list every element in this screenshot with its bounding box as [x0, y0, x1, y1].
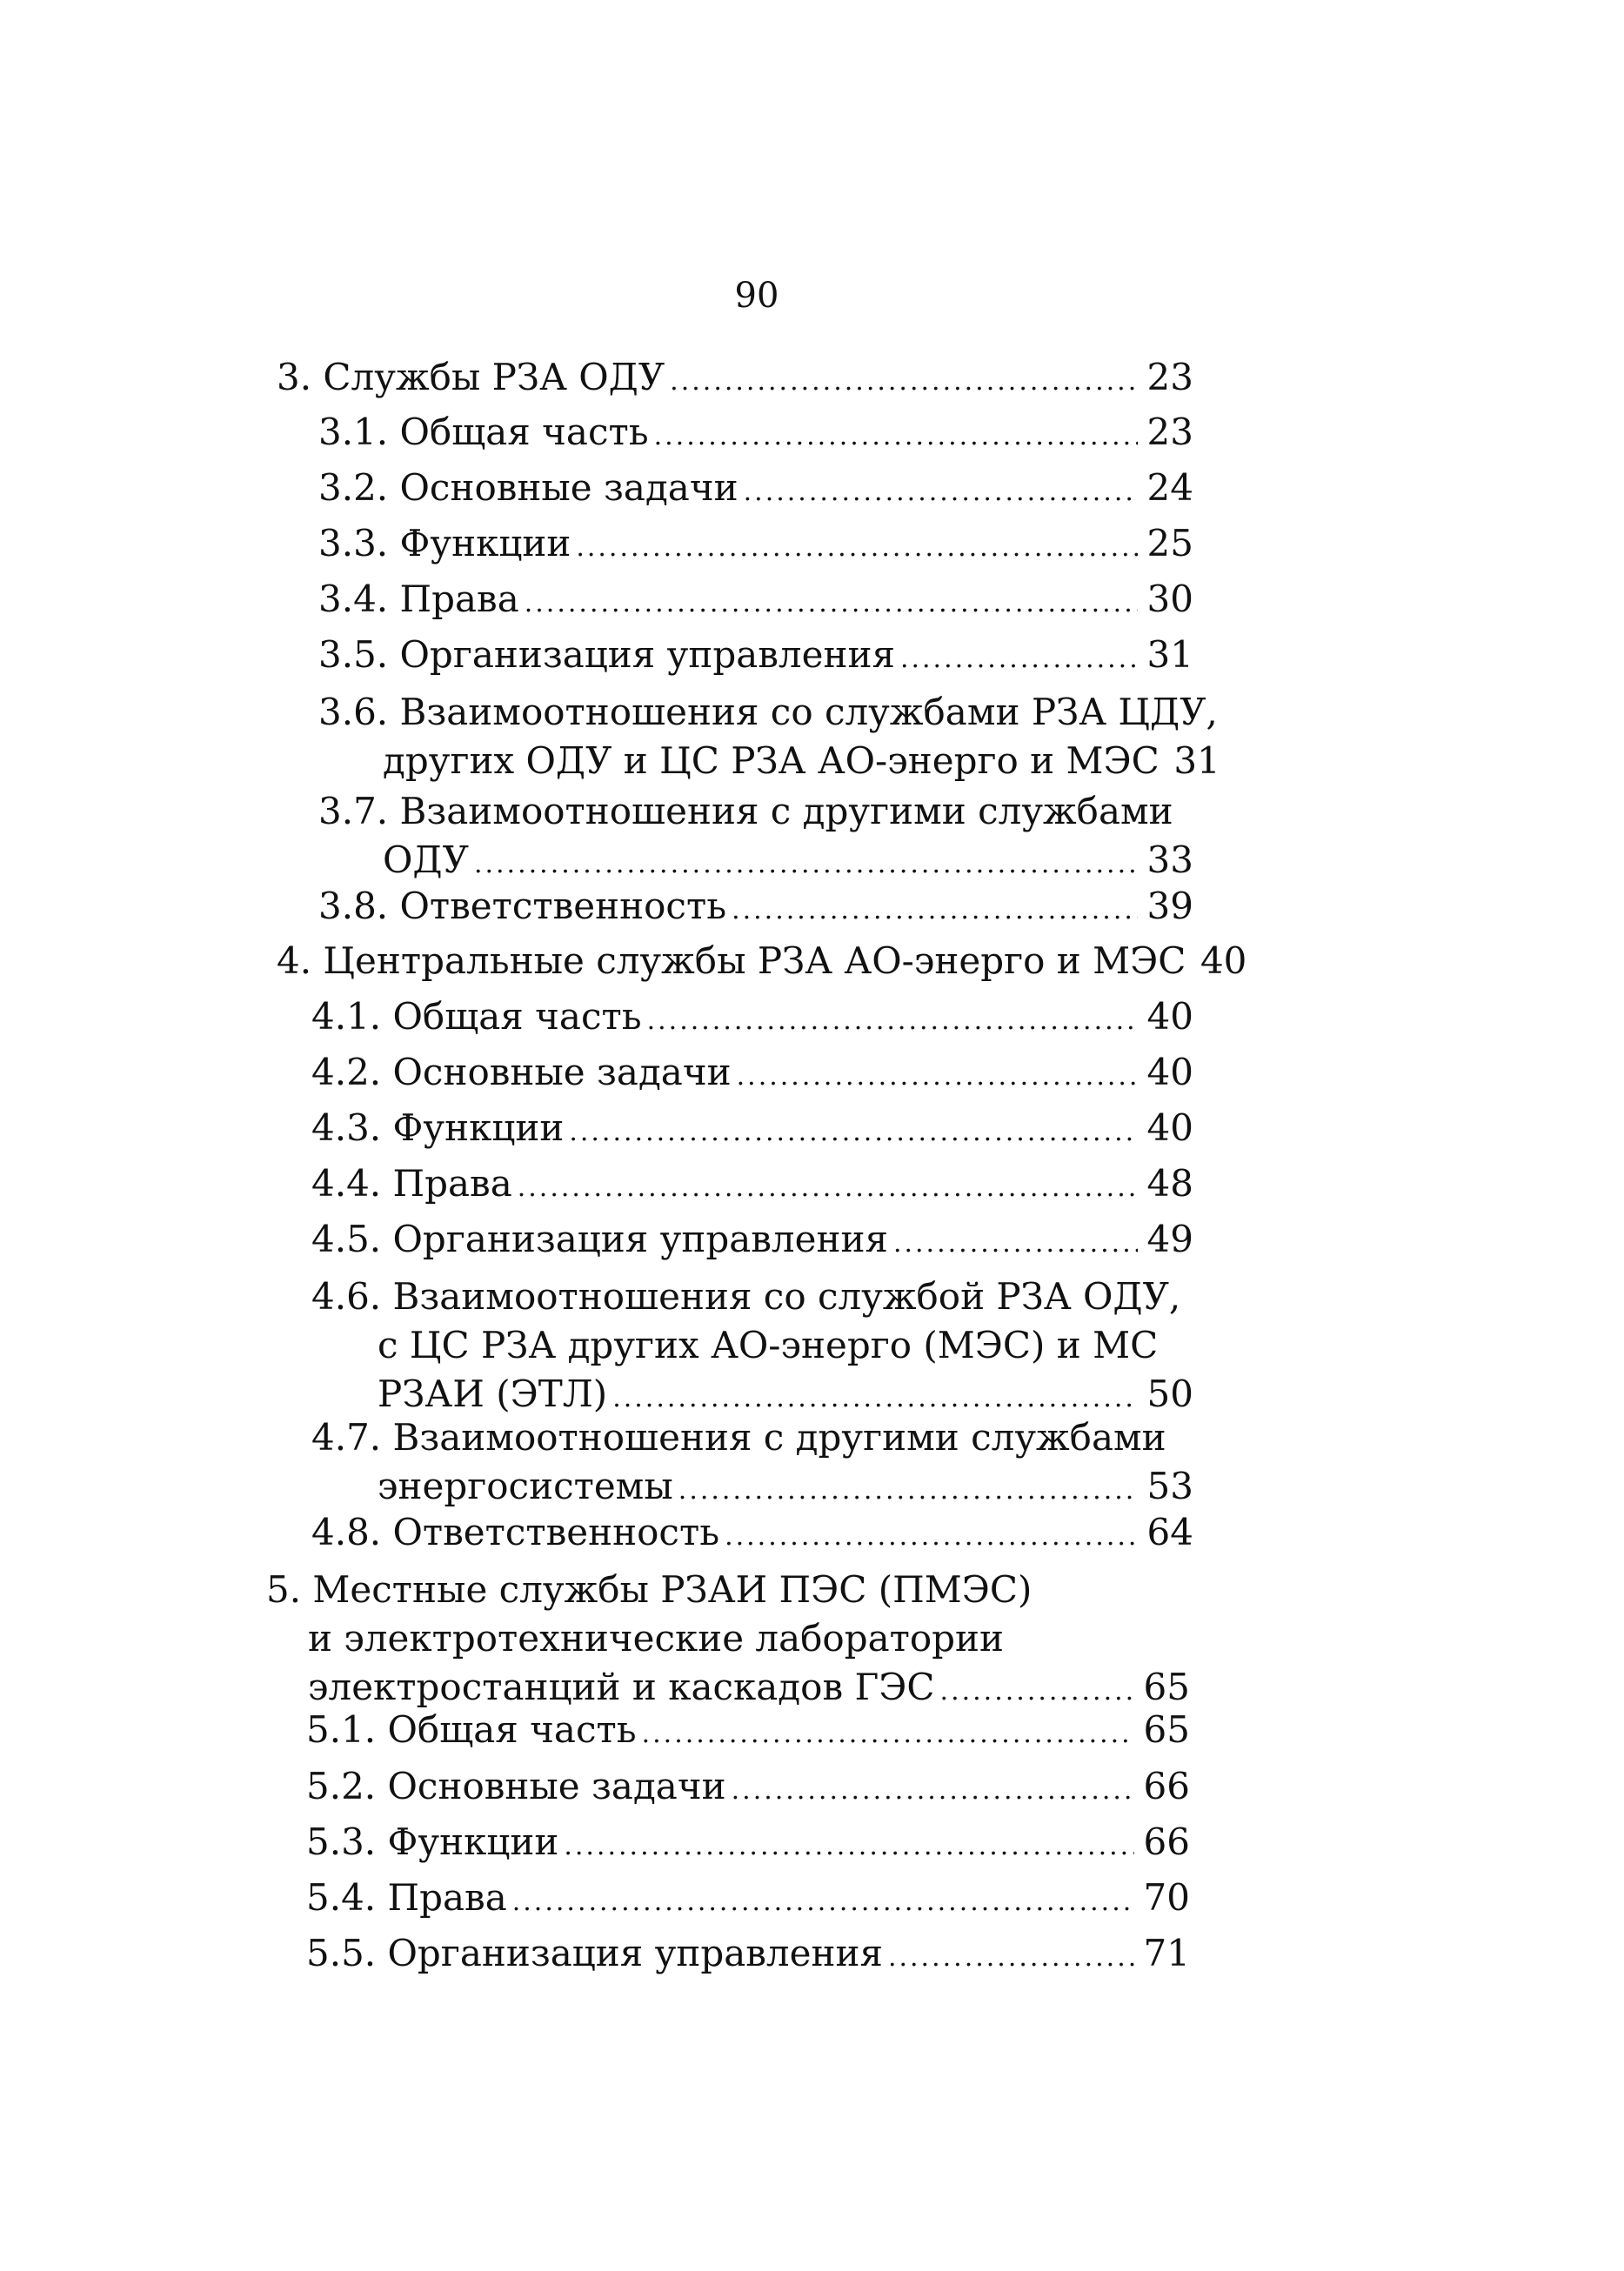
- toc-entry-title-line: 3.7. Взаимоотношения с другими службами: [318, 790, 1173, 832]
- dot-leader: [647, 997, 1138, 1045]
- toc-entry[interactable]: [306, 1706, 1190, 1754]
- toc-page-number: 40: [1146, 1106, 1193, 1149]
- toc-entry-title-line: 4.3. Функции: [311, 1106, 565, 1149]
- toc-entry-title-line: 3.4. Права: [318, 578, 519, 620]
- dot-leader: [525, 579, 1138, 628]
- toc-entry[interactable]: [306, 1929, 1190, 1978]
- toc-page-number: 65: [1143, 1666, 1190, 1708]
- dot-leader: [737, 1052, 1138, 1101]
- toc-entry[interactable]: [318, 464, 1193, 512]
- toc-entry[interactable]: [318, 575, 1193, 624]
- toc-entry[interactable]: [306, 1874, 1190, 1922]
- toc-entry[interactable]: [318, 631, 1193, 679]
- toc-entry-title-line: 3.5. Организация управления: [318, 633, 895, 676]
- toc-page-number: 65: [1143, 1708, 1190, 1751]
- toc-entry-title-line: с ЦС РЗА других АО-энерго (МЭС) и МС: [378, 1324, 1159, 1366]
- toc-entry-title-line: 4.5. Организация управления: [311, 1218, 888, 1260]
- toc-entry[interactable]: [306, 1762, 1190, 1811]
- toc-page-number: 71: [1143, 1932, 1190, 1974]
- dot-leader: [569, 1108, 1138, 1157]
- toc-page-number: 40: [1146, 1051, 1193, 1093]
- toc-entry[interactable]: [306, 1818, 1190, 1867]
- toc-entry-title-line: 3.2. Основные задачи: [318, 466, 738, 509]
- toc-page-number: 24: [1146, 466, 1193, 509]
- toc-entry-title-line: 4.1. Общая часть: [311, 995, 642, 1038]
- toc-entry-title-line: 5. Местные службы РЗАИ ПЭС (ПМЭС): [266, 1568, 1033, 1611]
- toc-entry[interactable]: [311, 992, 1193, 1041]
- toc-entry-title-line: энергосистемы: [378, 1465, 673, 1507]
- toc-entry-title-line: 4.8. Ответственность: [311, 1511, 720, 1553]
- dot-leader: [512, 1878, 1134, 1927]
- toc-page-number: 31: [1146, 633, 1193, 676]
- toc-entry[interactable]: [318, 519, 1193, 568]
- toc-entry[interactable]: [266, 1566, 1190, 1712]
- toc-page-number: 31: [1173, 739, 1220, 782]
- toc-page-number: 23: [1146, 411, 1193, 453]
- dot-leader: [564, 1822, 1134, 1871]
- toc-entry-title-line: электростанций и каскадов ГЭС: [308, 1666, 935, 1708]
- toc-entry-title-line: 5.4. Права: [306, 1876, 507, 1919]
- toc-entry-title-line: 5.3. Функции: [306, 1820, 559, 1863]
- dot-leader: [518, 1164, 1138, 1212]
- toc-page-number: 48: [1146, 1162, 1193, 1205]
- toc-entry[interactable]: [311, 1508, 1193, 1557]
- toc-entry-title-line: 3. Службы РЗА ОДУ: [277, 356, 665, 398]
- toc-entry[interactable]: [311, 1215, 1193, 1264]
- toc-page-number: 64: [1146, 1511, 1193, 1553]
- toc-page-number: 66: [1143, 1820, 1190, 1863]
- dot-leader: [732, 1767, 1134, 1815]
- dot-leader: [576, 524, 1138, 572]
- toc-entry[interactable]: [277, 937, 1247, 985]
- toc-page-number: 39: [1146, 885, 1193, 927]
- toc-entry[interactable]: [311, 1159, 1193, 1208]
- toc-page-number: 25: [1146, 522, 1193, 564]
- toc-entry-title-line: 4.2. Основные задачи: [311, 1051, 732, 1093]
- toc-page-number: 30: [1146, 578, 1193, 620]
- dot-leader: [744, 468, 1138, 517]
- toc-entry-title-line: 5.2. Основные задачи: [306, 1765, 726, 1807]
- dot-leader: [725, 1513, 1138, 1561]
- toc-entry[interactable]: [311, 1413, 1193, 1511]
- toc-page-number: 49: [1146, 1218, 1193, 1260]
- toc-entry-title-line: 4.6. Взаимоотношения со службой РЗА ОДУ,: [311, 1275, 1181, 1318]
- toc-entry-title-line: 3.3. Функции: [318, 522, 571, 564]
- dot-leader: [893, 1219, 1138, 1268]
- toc-entry-title-line: 4.4. Права: [311, 1162, 512, 1205]
- page-number: 90: [734, 276, 779, 316]
- toc-entry-title-line: 4.7. Взаимоотношения с другими службами: [311, 1416, 1166, 1459]
- toc-entry[interactable]: [318, 408, 1193, 457]
- toc-page-number: 23: [1146, 356, 1193, 398]
- toc-entry-title-line: 5.5. Организация управления: [306, 1932, 883, 1974]
- toc-entry-title-line: и электротехнические лаборатории: [308, 1617, 1005, 1660]
- toc-page-number: 33: [1146, 838, 1193, 881]
- dot-leader: [732, 886, 1138, 935]
- toc-entry-title-line: 3.8. Ответственность: [318, 885, 727, 927]
- toc-entry-title-line: 3.1. Общая часть: [318, 411, 649, 453]
- toc-entry-title-line: других ОДУ и ЦС РЗА АО-энерго и МЭС: [383, 739, 1160, 782]
- toc-entry[interactable]: [311, 1272, 1193, 1419]
- toc-entry-title-line: 4. Центральные службы РЗА АО-энерго и МЭС: [277, 939, 1186, 982]
- toc-page-number: 53: [1146, 1465, 1193, 1507]
- toc-page-number: 70: [1143, 1876, 1190, 1919]
- toc-page-number: 40: [1200, 939, 1247, 982]
- toc-entry[interactable]: [318, 787, 1193, 885]
- toc-page-number: 66: [1143, 1765, 1190, 1807]
- toc-entry-title-line: 5.1. Общая часть: [306, 1708, 637, 1751]
- dot-leader: [888, 1934, 1134, 1982]
- toc-entry-title-line: 3.6. Взаимоотношения со службами РЗА ЦДУ,: [318, 691, 1218, 733]
- toc-entry-title-line: РЗАИ (ЭТЛ): [378, 1373, 608, 1415]
- toc-entry[interactable]: [277, 353, 1193, 402]
- dot-leader: [642, 1710, 1134, 1759]
- toc-page-number: 50: [1146, 1373, 1193, 1415]
- dot-leader: [654, 412, 1138, 461]
- toc-entry-title-line: ОДУ: [383, 838, 469, 881]
- toc-entry[interactable]: [311, 1048, 1193, 1097]
- dot-leader: [670, 357, 1138, 406]
- toc-entry[interactable]: [311, 1104, 1193, 1152]
- toc-entry[interactable]: [318, 882, 1193, 931]
- toc-page-number: 40: [1146, 995, 1193, 1038]
- toc-entry[interactable]: [318, 688, 1220, 785]
- dot-leader: [900, 635, 1138, 684]
